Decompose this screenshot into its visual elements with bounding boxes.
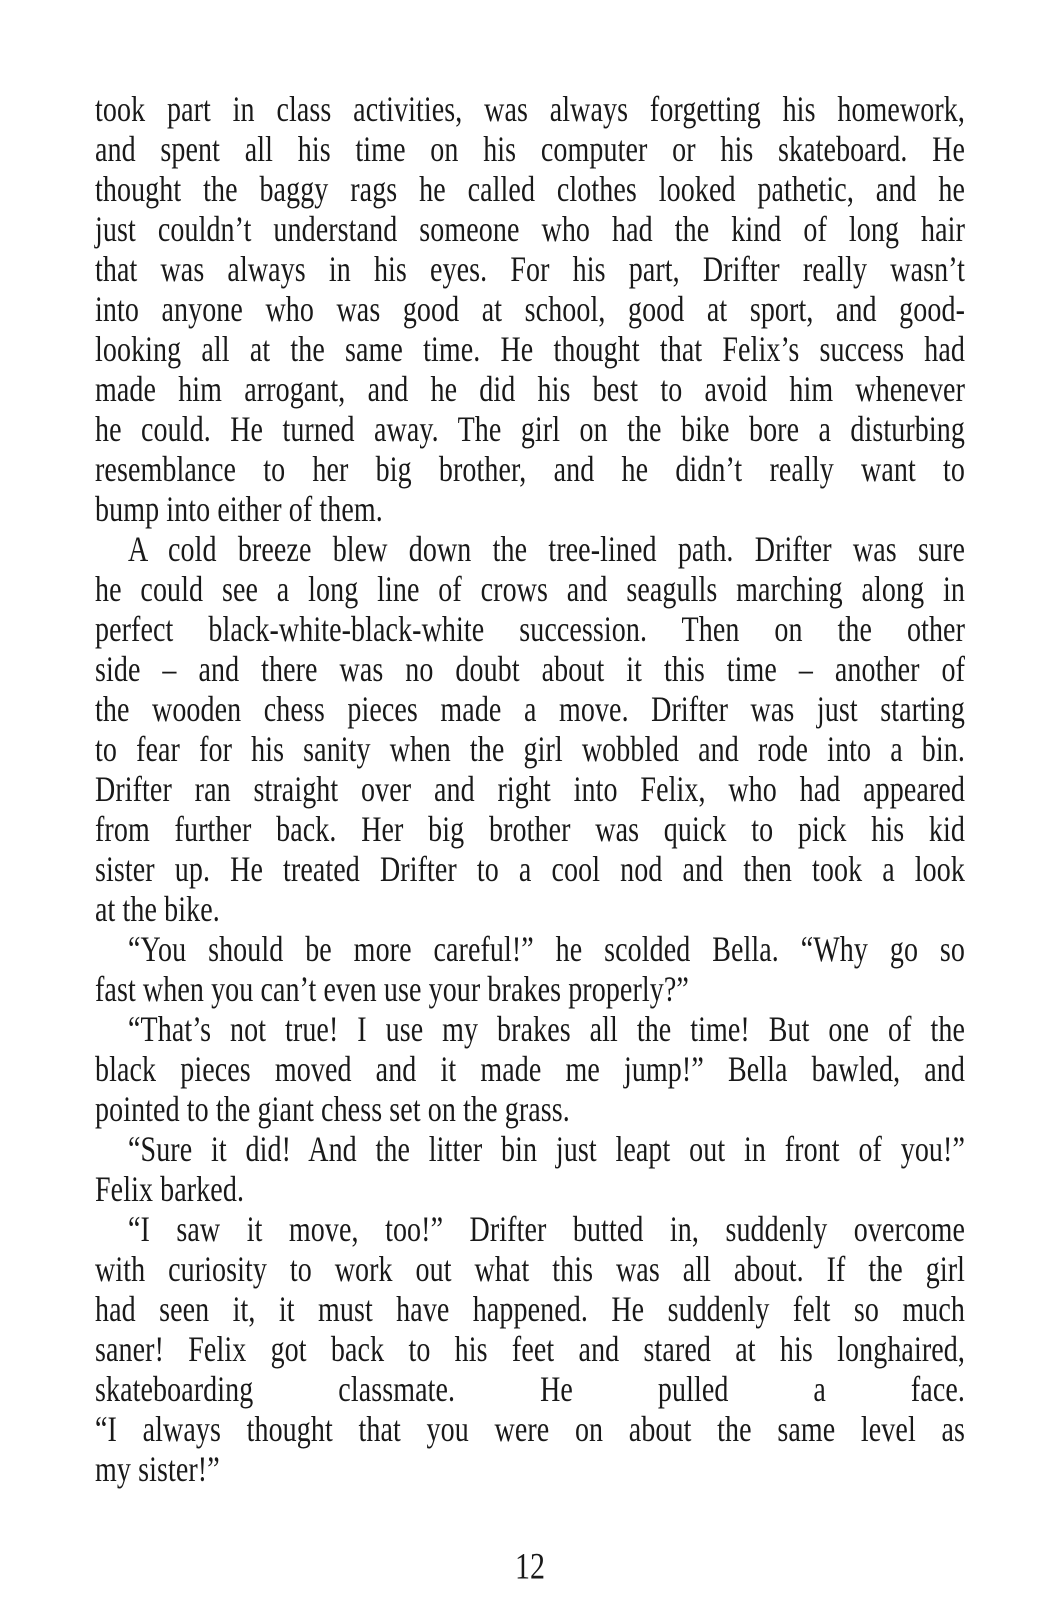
text-line: A cold breeze blew down the tree-lined path. Drifter was sure	[128, 530, 965, 571]
page-number: 12	[515, 1545, 545, 1587]
text-line: he could see a long line of crows and seagulls marching along in	[95, 570, 965, 611]
text-line: “Sure it did! And the litter bin just leapt out in front of you!”	[128, 1130, 965, 1171]
paragraph	[95, 531, 965, 931]
text-line: side – and there was no doubt about it this time – another of	[95, 650, 965, 691]
text-line: “I always thought that you were on about the same level as	[95, 1410, 965, 1451]
text-line: bump into either of them.	[95, 490, 383, 531]
text-line: into anyone who was good at school, good at sport, and good-	[95, 290, 965, 331]
paragraph	[95, 931, 965, 1011]
text-block	[95, 91, 965, 1491]
text-line: from further back. Her big brother was quick to pick his kid	[95, 810, 965, 851]
text-line: saner! Felix got back to his feet and stared at his longhaired,	[95, 1330, 965, 1371]
text-line: had seen it, it must have happened. He suddenly felt so much	[95, 1290, 965, 1331]
text-line: he could. He turned away. The girl on the bike bore a disturbing	[95, 410, 965, 451]
text-line: sister up. He treated Drifter to a cool nod and then took a look	[95, 850, 965, 891]
paragraph	[95, 1011, 965, 1131]
text-line: perfect black-white-black-white succession. Then on the other	[95, 610, 965, 651]
text-line: with curiosity to work out what this was all about. If the girl	[95, 1250, 965, 1291]
text-line: skateboarding classmate. He pulled a face.	[95, 1370, 965, 1411]
text-line: pointed to the giant chess set on the grass.	[95, 1090, 570, 1131]
text-line: Felix barked.	[95, 1170, 245, 1211]
text-line: black pieces moved and it made me jump!” Bella bawled, and	[95, 1050, 965, 1091]
paragraph	[95, 1211, 965, 1491]
text-line: that was always in his eyes. For his part, Drifter really wasn’t	[95, 250, 965, 291]
text-line: “I saw it move, too!” Drifter butted in, suddenly overcome	[128, 1210, 965, 1251]
text-line: to fear for his sanity when the girl wobbled and rode into a bin.	[95, 730, 965, 771]
text-line: thought the baggy rags he called clothes looked pathetic, and he	[95, 170, 965, 211]
text-line: resemblance to her big brother, and he didn’t really want to	[95, 450, 965, 491]
text-line: Drifter ran straight over and right into Felix, who had appeared	[95, 770, 965, 811]
text-line: the wooden chess pieces made a move. Drifter was just starting	[95, 690, 965, 731]
text-line: my sister!”	[95, 1450, 220, 1491]
text-line: fast when you can’t even use your brakes properly?”	[95, 970, 689, 1011]
text-line: took part in class activities, was always forgetting his homework,	[95, 90, 965, 131]
paragraph	[95, 1131, 965, 1211]
text-line: and spent all his time on his computer or his skateboard. He	[95, 130, 965, 171]
paragraph	[95, 91, 965, 531]
text-line: “You should be more careful!” he scolded Bella. “Why go so	[128, 930, 965, 971]
text-line: at the bike.	[95, 890, 220, 931]
text-line: just couldn’t understand someone who had the kind of long hair	[95, 210, 965, 251]
text-line: made him arrogant, and he did his best to avoid him whenever	[95, 370, 965, 411]
text-line: “That’s not true! I use my brakes all the time! But one of the	[128, 1010, 965, 1051]
text-line: looking all at the same time. He thought that Felix’s success had	[95, 330, 965, 371]
